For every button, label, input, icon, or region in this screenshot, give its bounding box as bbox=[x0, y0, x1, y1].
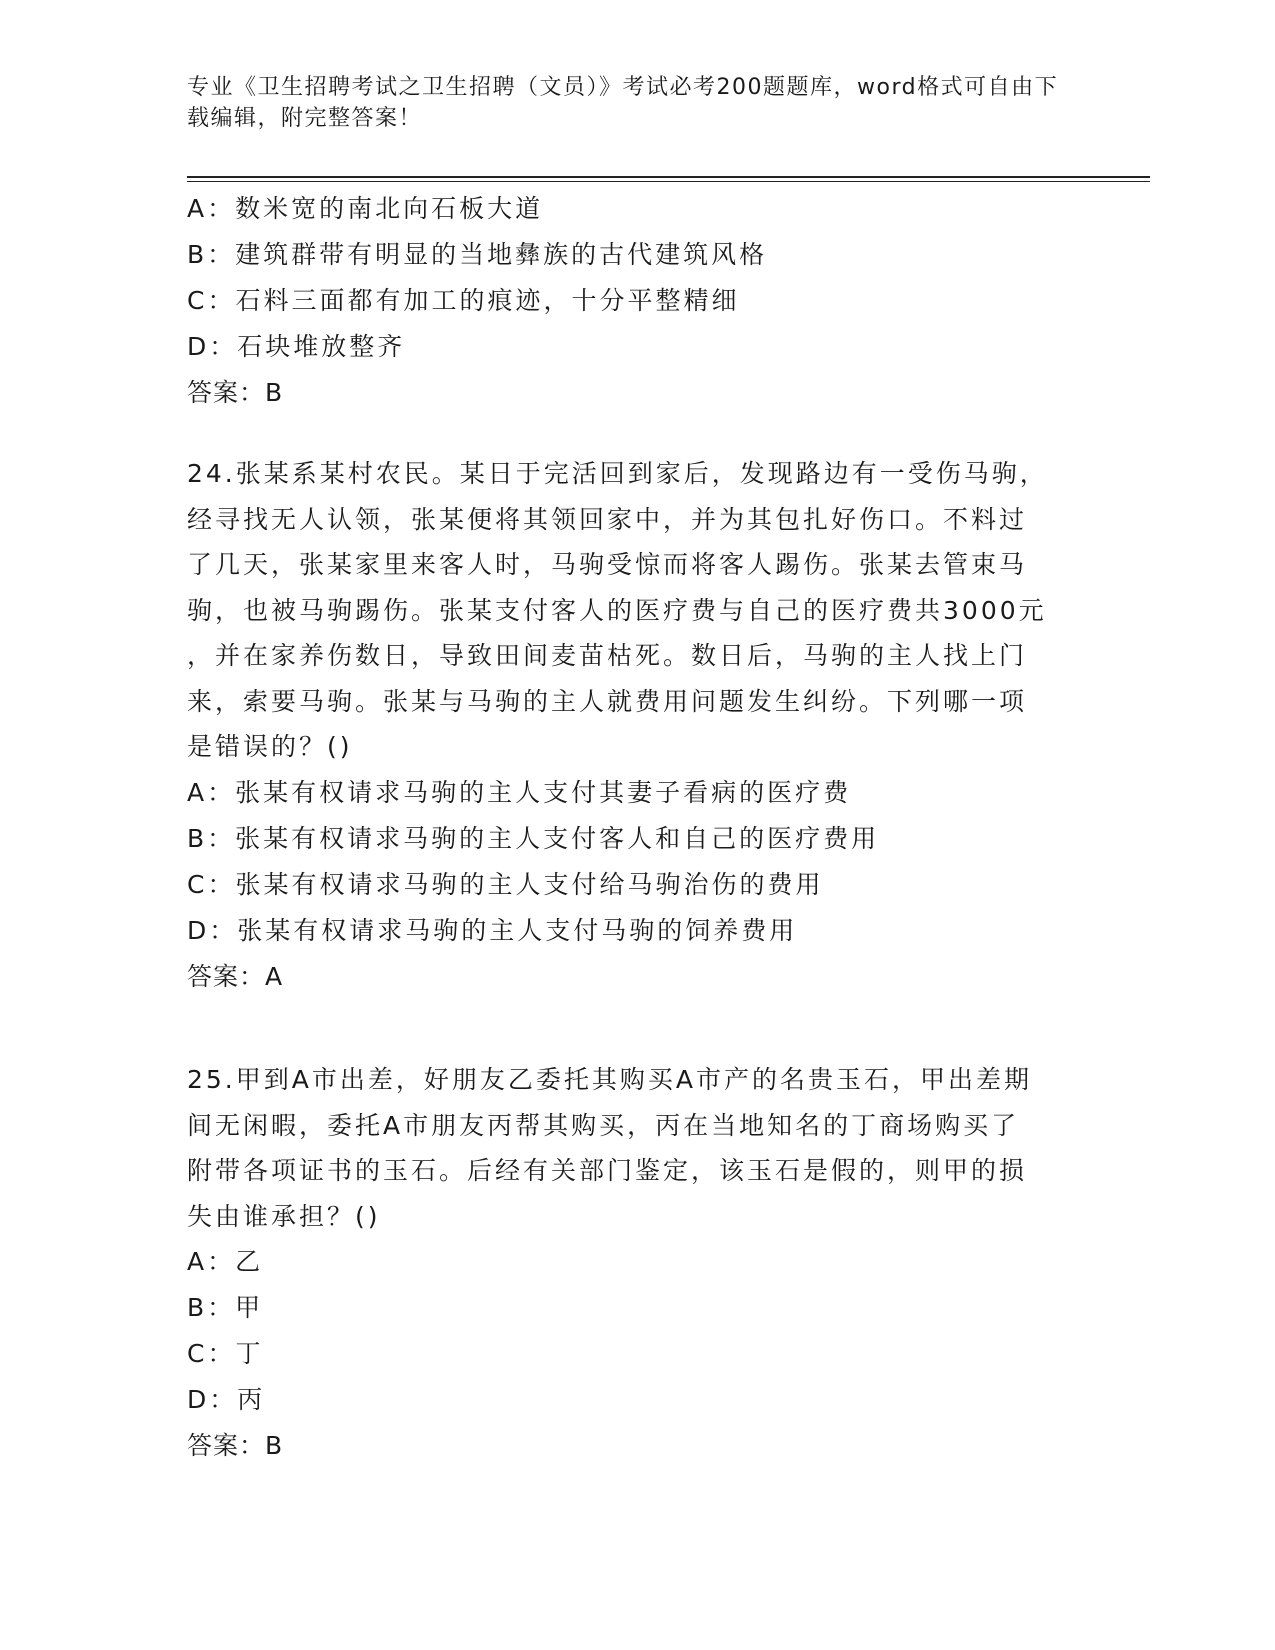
stem-line: 失由谁承担？() bbox=[187, 1201, 381, 1231]
option-d: D：石块堆放整齐 bbox=[187, 332, 406, 361]
option-d: D：丙 bbox=[187, 1385, 266, 1414]
option-a: A：数米宽的南北向石板大道 bbox=[187, 194, 544, 223]
stem-line: 经寻找无人认领，张某便将其领回家中，并为其包扎好伤口。不料过 bbox=[187, 504, 1028, 534]
option-b: B：甲 bbox=[187, 1293, 264, 1322]
option-a: A：张某有权请求马驹的主人支付其妻子看病的医疗费 bbox=[187, 777, 852, 807]
stem-line: 附带各项证书的玉石。后经有关部门鉴定，该玉石是假的，则甲的损 bbox=[187, 1156, 1028, 1185]
stem-line: 来，索要马驹。张某与马驹的主人就费用问题发生纠纷。下列哪一项 bbox=[187, 686, 1028, 716]
option-b: B：建筑群带有明显的当地彝族的古代建筑风格 bbox=[187, 240, 768, 269]
option-c: C：石料三面都有加工的痕迹，十分平整精细 bbox=[187, 286, 740, 315]
option-c: C：丁 bbox=[187, 1339, 264, 1368]
stem-line: 25.甲到A市出差，好朋友乙委托其购买A市产的名贵玉石，甲出差期 bbox=[187, 1065, 1032, 1094]
answer-line: 答案：A bbox=[187, 961, 284, 991]
document-header: 专业《卫生招聘考试之卫生招聘（文员）》考试必考200题题库，word格式可自由下载编辑，附完整答案！ bbox=[187, 75, 1059, 131]
stem-line: 24.张某系某村农民。某日于完活回到家后，发现路边有一受伤马驹， bbox=[187, 459, 1048, 488]
option-d: D：张某有权请求马驹的主人支付马驹的饲养费用 bbox=[187, 915, 798, 945]
question-23-block bbox=[187, 186, 1087, 416]
option-a: A：乙 bbox=[187, 1247, 264, 1276]
option-c: C：张某有权请求马驹的主人支付给马驹治伤的费用 bbox=[187, 869, 824, 899]
question-24-block bbox=[187, 451, 1087, 1000]
stem-line: 间无闲暇，委托A市朋友丙帮其购买，丙在当地知名的丁商场购买了 bbox=[187, 1110, 1020, 1140]
stem-line: 是错误的？() bbox=[187, 732, 353, 761]
option-b: B：张某有权请求马驹的主人支付客人和自己的医疗费用 bbox=[187, 823, 880, 853]
answer-line: 答案：B bbox=[187, 378, 284, 407]
header-divider-thick bbox=[187, 176, 1150, 178]
question-25-block bbox=[187, 1057, 1087, 1469]
question-stem bbox=[187, 451, 1077, 770]
answer-line: 答案：B bbox=[187, 1431, 284, 1460]
question-stem bbox=[187, 1057, 1077, 1239]
header-divider-thin bbox=[187, 181, 1150, 182]
stem-line: 了几天，张某家里来客人时，马驹受惊而将客人踢伤。张某去管束马 bbox=[187, 550, 1028, 579]
stem-line: ，并在家养伤数日，导致田间麦苗枯死。数日后，马驹的主人找上门 bbox=[187, 641, 1028, 670]
stem-line: 驹，也被马驹踢伤。张某支付客人的医疗费与自己的医疗费共3000元 bbox=[187, 595, 1047, 625]
